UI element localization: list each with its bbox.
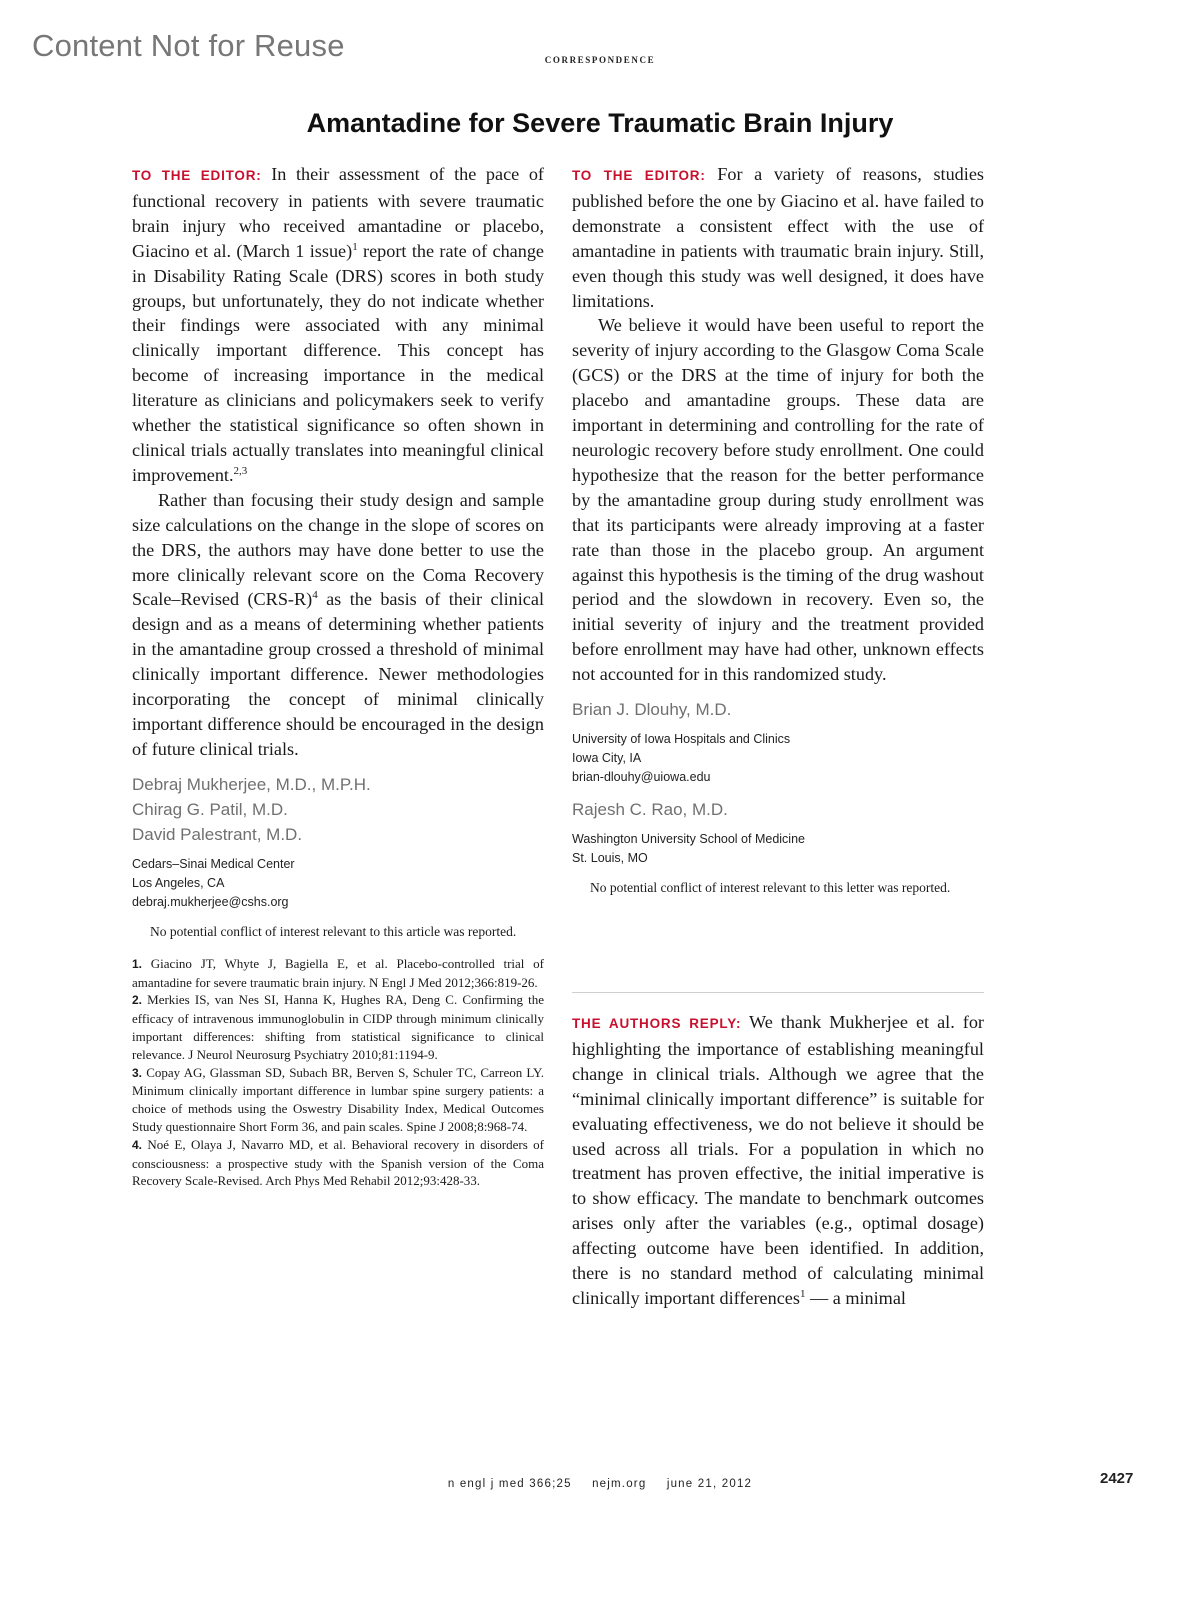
reference-number: 3. bbox=[132, 1065, 143, 1080]
watermark: Content Not for Reuse bbox=[32, 28, 345, 63]
letter2-author-2 bbox=[572, 797, 984, 822]
reference-item bbox=[132, 955, 544, 992]
citation-4: 4 bbox=[312, 589, 318, 602]
page-number: 2427 bbox=[1100, 1470, 1134, 1487]
reference-text: Noé E, Olaya J, Navarro MD, et al. Behavioral recovery in disorders of consciousness: a prospective study with the Spanish version of the Coma Recovery Scale-Revised. Arch Phys Med Rehabil 2012;93:428-33. bbox=[132, 1136, 544, 1189]
reference-item bbox=[132, 1064, 544, 1136]
reference-text: Giacino JT, Whyte J, Bagiella E, et al. Placebo-controlled trial of amantadine for severe traumatic brain injury. N Engl J Med 2012;366:819-26. bbox=[132, 955, 544, 990]
letter1-conflict-statement: No potential conflict of interest relevant to this article was reported. bbox=[150, 923, 517, 939]
reference-text: Copay AG, Glassman SD, Subach BR, Berven S, Schuler TC, Carreon LY. Minimum clinically important difference in lumbar spine surgery patients: a choice of methods using the Oswestry Disability Index, Medical Outcomes Study questionnaire Short Form 36, and pain scales. Spine J 2008;8:968-74. bbox=[132, 1064, 544, 1134]
letter2-affiliation-2 bbox=[572, 830, 984, 868]
letter2-author-1 bbox=[572, 697, 984, 722]
letter1-affiliation bbox=[132, 855, 544, 912]
letter1-lead: TO THE EDITOR: bbox=[132, 168, 262, 183]
email-address: debraj.mukherjee@cshs.org bbox=[132, 894, 289, 909]
affiliation-line: Washington University School of Medicine bbox=[572, 832, 805, 847]
letter2-lead: TO THE EDITOR: bbox=[572, 168, 706, 183]
affiliation-line: University of Iowa Hospitals and Clinics bbox=[572, 732, 791, 747]
reply-paragraph-1 bbox=[572, 1010, 984, 1311]
reference-item bbox=[132, 991, 544, 1063]
reply-p1-text: We thank Mukherjee et al. for highlighting the importance of establishing meaningful change in clinical trials. Although we agree that the “minimal clinically important difference” is suitable for evaluating effectiveness, we do not believe it should be used across all trials. For a population in which no treatment has proven effective, the initial imperative is to show efficacy. The mandate to benchmark outcomes arises only after the variables (e.g., optimal dosage) affecting outcome have been identified. In addition, there is no standard method of calculating minimal clinically important differences bbox=[572, 1012, 984, 1308]
letter1-p2-text: Rather than focusing their study design and sample size calculations on the change in the slope of scores on the DRS, the authors may have done better to use the more clinically relevant score on the Coma Recovery Scale–Revised (CRS-R) bbox=[132, 489, 544, 610]
letter1-p1-text: In their assessment of the pace of functional recovery in patients with severe traumatic brain injury who received amantadine or placebo, Giacino et al. (March 1 issue) bbox=[132, 164, 544, 261]
letter1-paragraph-2 bbox=[132, 488, 544, 762]
left-column bbox=[132, 162, 544, 1190]
section-label: correspondence bbox=[544, 52, 656, 66]
author-name: Debraj Mukherjee, M.D., M.P.H. bbox=[132, 774, 371, 794]
reply-lead: THE AUTHORS REPLY: bbox=[572, 1016, 742, 1031]
letter2-conflict-statement: No potential conflict of interest relevant to this letter was reported. bbox=[590, 880, 951, 896]
reference-text: Merkies IS, van Nes SI, Hanna K, Hughes RA, Deng C. Confirming the efficacy of intravenous immunoglobulin in CIDP through minimum clinically important differences: shifting from statistical significance to clinical relevance. J Neurol Neurosurg Psychiatry 2010;81:1194-9. bbox=[132, 992, 544, 1062]
issue-date: june 21, 2012 bbox=[666, 1478, 753, 1490]
author-name: Rajesh C. Rao, M.D. bbox=[572, 800, 728, 820]
author-name: Chirag G. Patil, M.D. bbox=[132, 799, 288, 819]
right-column bbox=[572, 162, 984, 897]
author-name: David Palestrant, M.D. bbox=[132, 824, 303, 844]
affiliation-line: Cedars–Sinai Medical Center bbox=[132, 856, 295, 871]
citation-1: 1 bbox=[352, 240, 358, 253]
letter1-authors bbox=[132, 772, 544, 847]
affiliation-line: Iowa City, IA bbox=[572, 751, 642, 766]
letter2-paragraph-1 bbox=[572, 162, 984, 313]
journal-citation: n engl j med 366;25 bbox=[447, 1478, 572, 1490]
reference-number: 4. bbox=[132, 1137, 143, 1152]
section-divider bbox=[572, 992, 984, 993]
citation-1: 1 bbox=[799, 1287, 806, 1300]
citation-2-3: 2,3 bbox=[233, 464, 248, 477]
affiliation-line: St. Louis, MO bbox=[572, 851, 648, 866]
email-address: brian-dlouhy@uiowa.edu bbox=[572, 770, 711, 785]
article-title: Amantadine for Severe Traumatic Brain Injury bbox=[306, 108, 894, 138]
letter2-p1-text: For a variety of reasons, studies published before the one by Giacino et al. have failed to demonstrate a consistent effect with the use of amantadine in patients with traumatic brain injury. Still, even though this study was well designed, it does have limitations. bbox=[572, 164, 984, 311]
letter1-p2b-text: as the basis of their clinical design and as a means of determining whether patients in the amantadine group crossed a threshold of minimal clinically important difference. Newer methodologies incorporating the concept of minimal clinically important difference should be encouraged in the design of future clinical trials. bbox=[132, 589, 544, 759]
letter1-p1b-text: report the rate of change in Disability Rating Scale (DRS) scores in both study groups, but unfortunately, they do not indicate whether their findings were associated with any minimal clinically important difference. This concept has become of increasing importance in the medical literature as clinicians and policymakers seek to verify whether the statistical significance so often shown in clinical trials actually translates into meaningful clinical improvement. bbox=[132, 240, 544, 485]
reply-p1b-text: — a minimal bbox=[805, 1287, 906, 1308]
reference-item bbox=[132, 1136, 544, 1190]
letter1-paragraph-1 bbox=[132, 162, 544, 488]
reference-number: 2. bbox=[132, 993, 143, 1008]
author-name: Brian J. Dlouhy, M.D. bbox=[572, 700, 732, 720]
reference-number: 1. bbox=[132, 956, 143, 971]
references-list bbox=[132, 955, 544, 1190]
page-footer bbox=[0, 1478, 1200, 1490]
authors-reply bbox=[572, 1010, 984, 1311]
letter2-paragraph-2: We believe it would have been useful to report the severity of injury according to the Glasgow Coma Scale (GCS) or the DRS at the time of injury for both the placebo and amantadine groups. These data are important in determining and controlling for the rate of neurologic recovery before study enrollment. One could hypothesize that the reason for the better performance by the amantadine group during study enrollment was that its participants were already improving at a faster rate than those in the placebo group. An argument against this hypothesis is the timing of the drug washout period and the slowdown in recovery. Even so, the initial severity of injury and the treatment provided before enrollment may have had other, unknown effects not accounted for in this randomized study. bbox=[572, 315, 984, 685]
journal-site: nejm.org bbox=[592, 1478, 647, 1490]
letter2-affiliation-1 bbox=[572, 730, 984, 787]
affiliation-line: Los Angeles, CA bbox=[132, 875, 225, 890]
